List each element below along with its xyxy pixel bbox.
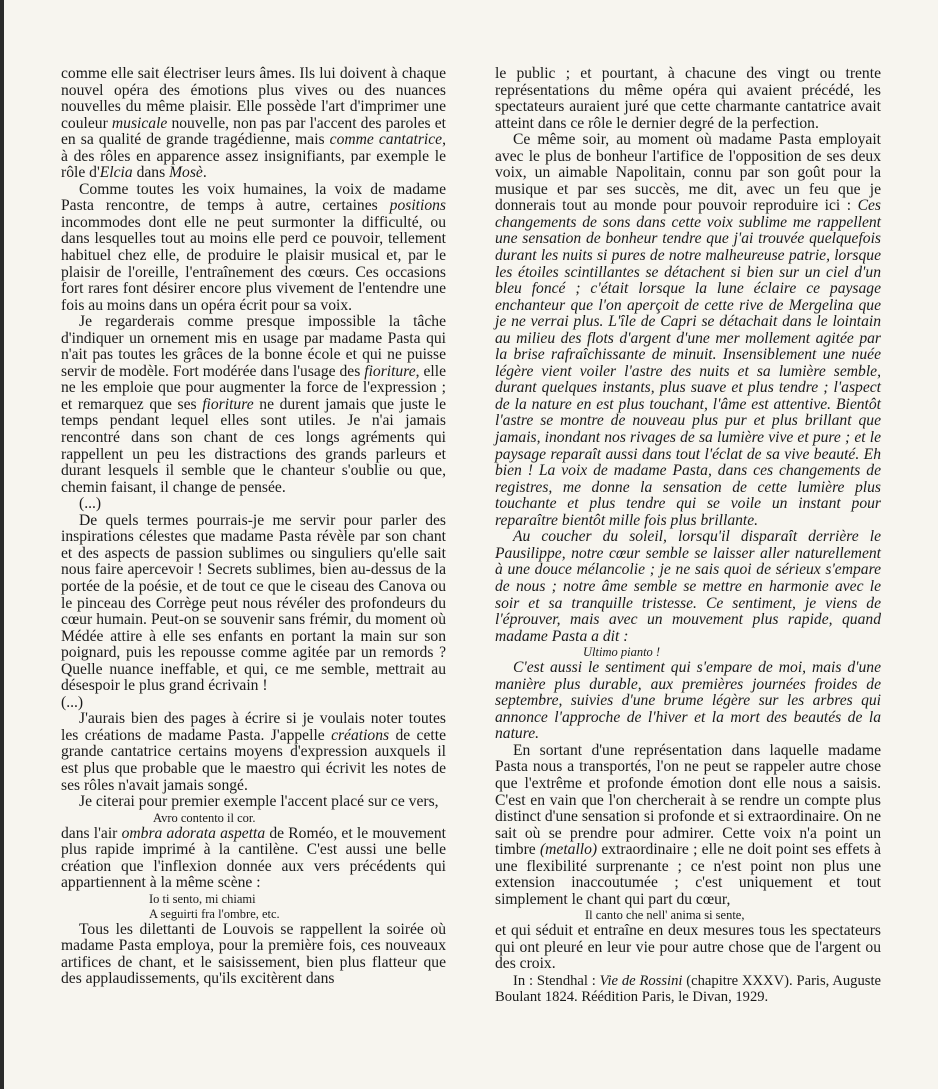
verse-quote: Avro contento il cor. <box>153 810 256 825</box>
paragraph <box>61 182 446 314</box>
text-run: dans <box>132 164 170 182</box>
emphasis: positions <box>389 197 446 215</box>
emphasis: Elcia <box>99 164 133 182</box>
paragraph: et qui séduit et entraîne en deux mesures tous les spectateurs qui ont pleuré en leur vie pour autre chose que de l'argent ou des croix. <box>495 922 881 973</box>
text-run: J'aurais bien des pages à écrire si je voulais noter toutes les créations de madame Pasta. J'appelle <box>61 710 446 744</box>
text-run: Je citerai pour premier exemple l'accent placé sur ce vers, <box>79 793 439 811</box>
text-run: dans l'air <box>61 824 122 842</box>
text-run: incommodes dont elle ne peut surmonter la difficulté, ou dans lesquelles tout au moins elle perd ce pouvoir, tellement habituel chez elle, de produire le plaisir musical et, par le plaisir de l'oreille, l'entraînement des cœurs. Ces occasions fort rares font désirer encore plus vivement de l'entendre une fois au moins dans un opéra écrit pour sa voix. <box>61 213 446 314</box>
ellipsis: (...) <box>79 495 102 513</box>
paragraph: De quels termes pourrais-je me servir pour parler des inspirations célestes que madame Pasta révèle par son chant et des aspects de passion sublimes ou singuliers qu'elle sait nous faire apercevoir ! Secrets sublimes, bien au-dessus de la portée de la poésie, et de tout ce que le ciseau des Canova ou le pinceau des Corrège peut nous révéler des profondeurs du cœur humain. Peut-on se souvenir sans frémir, du moment où Médée attire à elle ses enfants en portant la main sur son poignard, puis les repousse comme agitée par un remords ? Quelle nuance ineffable, et qui, ce me semble, mettrait au désespoir le plus grand écrivain ! <box>61 511 446 695</box>
verse-quote: Il canto che nell' anima si sente, <box>585 908 745 923</box>
ellipsis: (...) <box>61 693 84 711</box>
emphasis: ombra adorata aspetta <box>121 824 266 842</box>
emphasis: comme cantatrice <box>329 131 443 149</box>
emphasis: fioriture <box>202 395 254 413</box>
text-run: En sortant d'une représentation dans laquelle madame Pasta nous a transportés, l'on ne peut se rappeler autre chose que l'extrême et profonde émotion dont elle nous a saisis. C'est en vain que l'on chercherait à se rendre un compte plus distinct d'une sensation si profonde et si extraordinaire. On ne sait où se prendre pour admirer. Cette voix n'a point un timbre <box>495 741 881 859</box>
text-run: extraordinaire ; elle ne doit point ses effets à une flexibilité surprenante ; ce n'est point non plus une extension inaccoutumée ; c'est uniquement et tout simplement le chant qui part du cœur, <box>495 841 881 908</box>
italic-paragraph: C'est aussi le sentiment qui s'empare de moi, mais d'une manière plus durable, aux premières journées froides de septembre, suivies d'une brume légère sur les arbres qui annonce l'approche de l'hiver et la mort des beautés de la nature. <box>495 659 881 743</box>
paragraph: Tous les dilettanti de Louvois se rappellent la soirée où madame Pasta employa, pour la première fois, ces nouveaux artifices de chant, et le saisissement, bien plus flatteur que des applaudissements, qu'ils excitèrent dans <box>61 920 446 988</box>
text-run: , elle ne les emploie que pour augmenter la force de l'expression ; et remarquez que ses <box>61 362 446 413</box>
source-citation <box>495 973 881 1005</box>
text-run: ne durent jamais que juste le temps pendant lequel elles sont utiles. Je n'ai jamais rencontré dans son chant de ces longs agréments qui rappellent un peu les distractions des grands parleurs et durant lesquels il semble que le chanteur s'oublie ou que, chemin faisant, il change de pensée. <box>61 395 446 496</box>
text-run: Ce même soir, au moment où madame Pasta employait avec le plus de bonheur l'artifice de l'opposition de ses deux voix, un aimable Napolitain, connu par son goût pour la musique et par ses succès, me dit, avec un feu que je donnerais tout au monde pour pouvoir reproduire ici : <box>495 131 881 215</box>
emphasis: fioriture <box>364 362 416 380</box>
paragraph <box>61 314 446 496</box>
emphasis: créations <box>331 726 390 744</box>
italic-quote: Ces changements de sons dans cette voix sublime me rappellent une sensation de bonheur tendre que j'ai trouvée quelquefois durant les nuits si pures de notre malheureuse patrie, lorsque les étoiles scintillantes se détachent si bien sur un ciel d'un bleu foncé ; c'était lorsque la lune éclaire ce paysage enchanteur que l'on aperçoit de cette rive de Mergelina que je ne verrai plus. L'île de Capri se détachait dans le lointain au milieu des flots d'argent d'une mer mollement agitée par la brise rafraîchissante de minuit. Insensiblement une nuée légère vient voiler l'astre des nuits et sa lumière semble, durant quelques instants, plus suave et plus tendre ; l'aspect de la nature en est plus touchant, l'âme est attentive. Bientôt l'astre se montre de nouveau plus pur et plus brillant que jamais, inondant nos rivages de sa lumière vive et pure ; et le paysage reparaît aussi dans tout l'éclat de sa vive beauté. Eh bien ! La voix de madame Pasta, dans ces changements de registres, me donne la sensation de cette lumière plus touchante et plus tendre qui se voile un instant pour reparaître bientôt mille fois plus brillante. <box>495 197 881 529</box>
paragraph <box>495 743 881 908</box>
text-run: nouvelle, non pas par l'accent des paroles et en sa qualité de grande tragédienne, mais <box>61 114 446 149</box>
text-run: de cette grande cantatrice certains moyens d'expression auxquels il est plus que probable que le maestro qui écrivit les notes de ses rôles n'avait jamais songé. <box>61 726 446 794</box>
text-run: Comme toutes les voix humaines, la voix de madame Pasta rencontre, de temps à autre, certaines <box>61 180 446 215</box>
emphasis: musicale <box>111 114 168 132</box>
paragraph <box>495 132 881 529</box>
right-column <box>495 66 881 1005</box>
text-run: Je regarderais comme presque impossible la tâche d'indiquer un ornement mis en usage par madame Pasta qui n'ait pas toutes les grâces de la bonne école et qui ne puisse servir de modèle. Fort modérée dans l'usage des <box>61 313 446 380</box>
emphasis: (metallo) <box>539 841 598 859</box>
paragraph: le public ; et pourtant, à chacune des vingt ou trente représentations du même opéra qui avaient précédé, les spectateurs auraient juré que cette charmante cantatrice avait atteint dans ce rôle le dernier degré de la perfection. <box>495 65 881 132</box>
left-column <box>61 66 446 988</box>
text-run: . <box>202 164 207 182</box>
emphasis: Mosè <box>169 164 203 182</box>
italic-paragraph: Au coucher du soleil, lorsqu'il disparaît derrière le Pausilippe, notre cœur semble se laisser aller naturellement à une douce mélancolie ; je ne sais quoi de sérieux s'empare de nous ; notre âme semble se mettre en harmonie avec le soir et sa tranquille tristesse. Ce sentiment, je viens de l'éprouver, mais avec un mouvement plus rapide, quand madame Pasta a dit : <box>495 528 881 645</box>
verse-quote: Io ti sento, mi chiami <box>149 891 256 906</box>
text-run: de Roméo, et le mouvement plus rapide imprimé à la cantilène. C'est aussi une belle création que l'inflexion donnée aux vers précédents qui appartiennent à la même scène : <box>61 824 446 892</box>
book-title: Vie de Rossini <box>599 972 683 989</box>
verse-quote: Ultimo pianto ! <box>583 645 661 660</box>
text-run: comme elle sait électriser leurs âmes. Ils lui doivent à chaque nouvel opéra des émotions plus vives ou des nuances nouvelles du même plaisir. Elle possède l'art d'imprimer une couleur <box>61 65 446 132</box>
paragraph <box>61 66 446 182</box>
text-run: (chapitre XXXV). Paris, Auguste Boulant 1824. Réédition Paris, le Divan, 1929. <box>495 972 881 1005</box>
paragraph <box>61 826 446 892</box>
text-run: In : Stendhal : <box>513 972 600 989</box>
verse-quote: A seguirti fra l'ombre, etc. <box>149 906 280 921</box>
paragraph <box>61 711 446 794</box>
paragraph <box>61 794 446 811</box>
text-run: , à des rôles en apparence assez insignifiants, par exemple le rôle d' <box>61 131 447 182</box>
